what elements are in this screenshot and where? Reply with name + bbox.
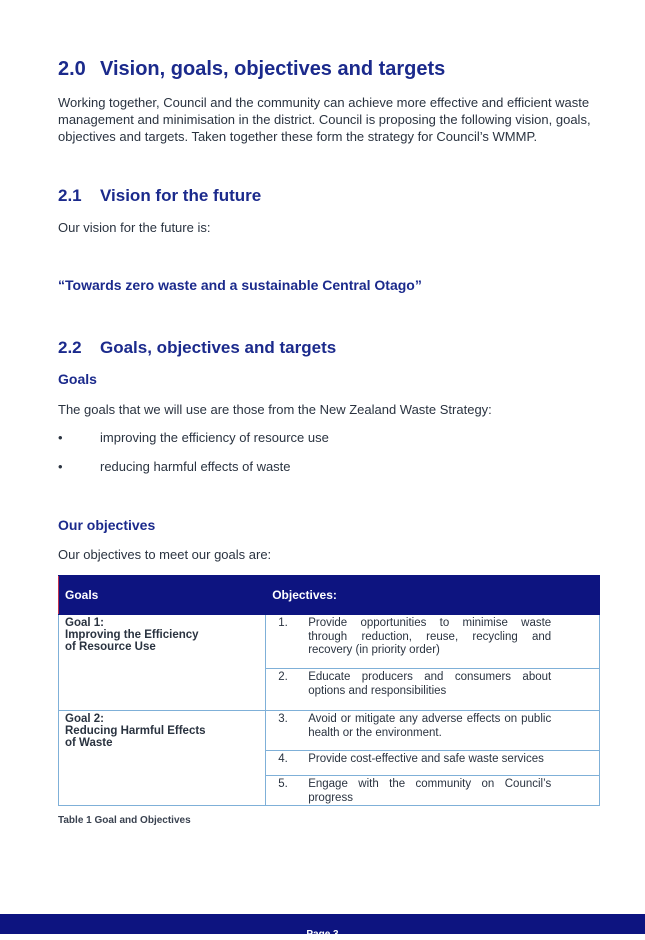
objective-5-cell [266,776,600,806]
objective-text: Provide cost-effective and safe waste services [308,753,544,765]
table-row [59,615,600,669]
goal-bullet-2 [58,459,291,474]
objective-number: 5. [278,778,288,790]
section-2-1-number: 2.1 [58,186,82,205]
goal-1-name-line2: of Resource Use [65,641,156,653]
objective-text: Avoid or mitigate any adverse effects on public health or the environment. [308,713,552,739]
goals-objectives-table [58,575,600,806]
goal-1-cell [59,615,266,711]
objectives-intro: Our objectives to meet our goals are: [58,547,272,562]
section-2-2-heading [58,338,336,358]
header-goals: Goals [59,576,266,615]
objective-number: 4. [278,753,288,765]
section-2-0-number: 2.0 [58,58,86,80]
objectives-heading: Our objectives [58,517,156,533]
goals-intro: The goals that we will use are those from the New Zealand Waste Strategy: [58,402,492,417]
objective-number: 3. [278,713,288,725]
table-header-row [59,576,600,615]
goal-2-label: Goal 2: [65,713,104,725]
table-row [59,711,600,751]
goals-heading: Goals [58,371,97,387]
objective-1-cell [266,615,600,669]
bullet-symbol: • [58,459,63,474]
goal-2-cell [59,711,266,806]
goal-2-name-line2: of Waste [65,737,113,749]
section-2-2-title: Goals, objectives and targets [100,338,337,357]
section-2-1-title: Vision for the future [100,186,262,205]
objective-text: Engage with the community on Council’s progress [308,778,552,804]
objective-text: Educate producers and consumers about options and responsibilities [308,671,552,697]
bullet-text: reducing harmful effects of waste [100,459,291,474]
bullet-symbol: • [58,430,63,445]
section-2-0-title: Vision, goals, objectives and targets [100,58,446,80]
objective-number: 2. [278,671,288,683]
goal-2-name-line1: Reducing Harmful Effects [65,725,206,737]
objective-number: 1. [278,617,288,629]
page-number: Page 3 [306,929,339,940]
section-2-2-number: 2.2 [58,338,82,357]
objective-3-cell [266,711,600,751]
section-2-1-heading [58,186,261,206]
section-2-0-body: Working together, Council and the community can achieve more effective and efficient waste management and minimisation in the district. Council is proposing the following vision, goals, objectives and targets. Taken together these form the strategy for Council’s WMMP. [58,95,591,144]
header-objectives: Objectives: [266,576,600,615]
table-caption: Table 1 Goal and Objectives [58,815,191,826]
section-2-0-heading [58,58,445,81]
vision-intro: Our vision for the future is: [58,220,211,235]
objective-2-cell [266,669,600,711]
objective-4-cell [266,751,600,776]
bullet-text: improving the efficiency of resource use [100,430,329,445]
vision-statement: “Towards zero waste and a sustainable Central Otago” [58,277,422,293]
page-footer-bar [0,914,645,940]
goal-1-label: Goal 1: [65,617,104,629]
objective-text: Provide opportunities to minimise waste through reduction, reuse, recycling and recovery (in priority order) [308,617,552,656]
goal-bullet-1 [58,430,329,445]
goal-1-name-line1: Improving the Efficiency [65,629,199,641]
